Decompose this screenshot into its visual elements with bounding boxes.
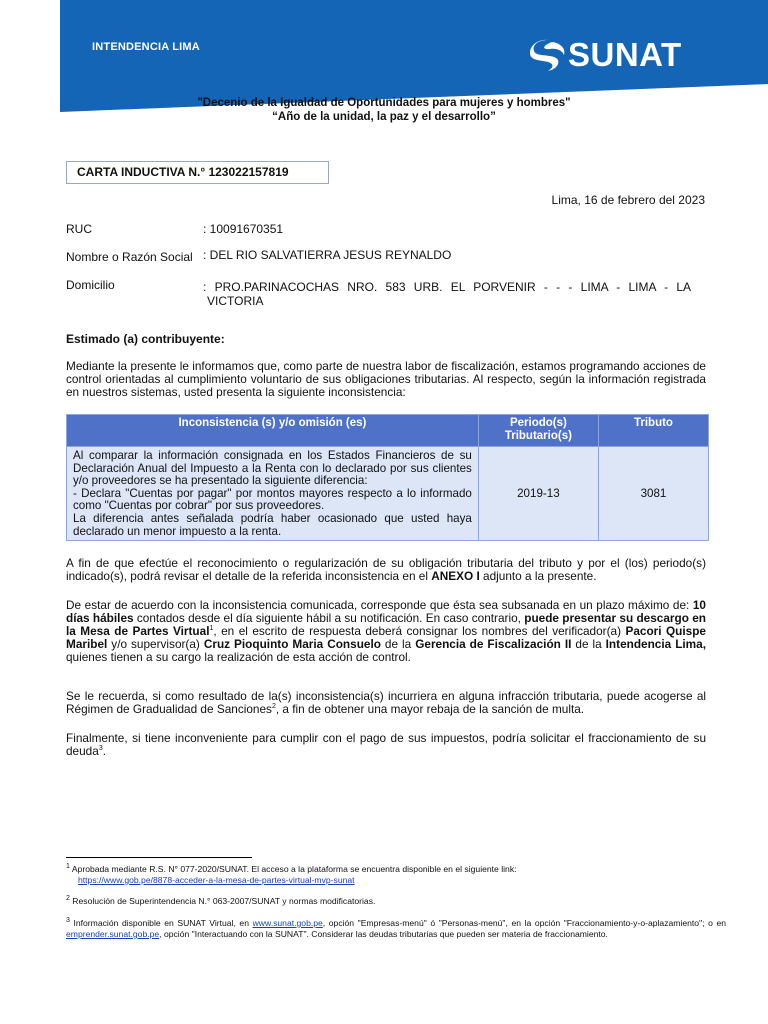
intro-paragraph: Mediante la presente le informamos que, como parte de nuestra labor de fiscalización, estamos programando acciones de control orientadas al cumplimiento voluntario de sus obligaciones tributarias. Al respecto, según la información registrada en nuestros sistemas, usted presenta la siguiente inconsistencia: bbox=[66, 359, 706, 399]
cell-tributo: 3081 bbox=[598, 447, 708, 541]
motto-line-1: "Decenio de la Igualdad de Oportunidades para mujeres y hombres" bbox=[197, 97, 571, 109]
paragraph-plazo bbox=[66, 599, 706, 664]
plazo-text-6: de la bbox=[571, 637, 606, 651]
footnote-2 bbox=[66, 896, 726, 907]
domicilio-label: Domicilio bbox=[66, 278, 115, 292]
ruc-label: RUC bbox=[66, 222, 92, 236]
gradualidad-text-2: , a fin de obtener una mayor rebaja de la sanción de multa. bbox=[275, 702, 585, 716]
verificador-name: Pacori Quispe Maribel bbox=[66, 624, 706, 651]
gradualidad-text-1: Se le recuerda, si como resultado de la(s) inconsistencia(s) incurriera en alguna infracción tributaria, puede acogerse al Régimen de Gradualidad de Sanciones bbox=[66, 689, 706, 716]
footnote-2-text: Resolución de Superintendencia N.° 063-2007/SUNAT y normas modificatorias. bbox=[69, 896, 376, 906]
supervisor-name: Cruz Pioquinto Maria Consuelo bbox=[203, 637, 381, 651]
footnote-1-number: 1 bbox=[66, 863, 70, 871]
cell-description bbox=[67, 447, 479, 541]
paragraph-fraccionamiento bbox=[66, 732, 706, 758]
footnote-3-text-c: , opción "Interactuando con la SUNAT". Considerar las deudas tributarias que pueden ser materia de fraccionamiento. bbox=[159, 929, 608, 939]
intendencia-name: Intendencia Lima, bbox=[605, 637, 707, 651]
footnote-1-text: Aprobada mediante R.S. N° 077-2020/SUNAT. El acceso a la plataforma se encuentra disponible en el siguiente link: bbox=[69, 864, 517, 874]
description-line-1: Al comparar la información consignada en los Estados Financieros de su Declaración Anual del Impuesto a la Renta con lo declarado por sus clientes y/o proveedores se ha presentado la siguiente diferencia: bbox=[73, 449, 472, 488]
mesa-partes-link[interactable]: https://www.gob.pe/8878-acceder-a-la-mesa-de-partes-virtual-mvp-sunat bbox=[78, 875, 355, 885]
column-header-periodo: Periodo(s) Tributario(s) bbox=[478, 415, 598, 447]
footnote-1 bbox=[66, 864, 726, 886]
letter-date: Lima, 16 de febrero del 2023 bbox=[551, 193, 705, 207]
motto-line-2: “Año de la unidad, la paz y el desarrollo” bbox=[272, 111, 496, 123]
sunat-logo-text: SUNAT bbox=[568, 36, 682, 73]
fraccionamiento-text-2: . bbox=[102, 744, 106, 758]
plazo-text-5: de la bbox=[380, 637, 416, 651]
plazo-text-3: , en el escrito de respuesta deberá consignar los nombres del verificador(a) bbox=[213, 624, 626, 638]
plazo-text-7: quienes tienen a su cargo la realización de esta acción de control. bbox=[66, 650, 411, 664]
table-header-row bbox=[67, 415, 709, 447]
nombre-label: Nombre o Razón Social bbox=[66, 250, 193, 264]
description-line-3: La diferencia antes señalada podría haber ocasionado que usted haya declarado un menor impuesto a la renta. bbox=[73, 511, 472, 538]
carta-title: CARTA INDUCTIVA N.° 123022157819 bbox=[77, 165, 289, 179]
domicilio-value-line-2: VICTORIA bbox=[207, 294, 264, 308]
column-header-tributo: Tributo bbox=[598, 415, 708, 447]
footnote-3-text-a: Información disponible en SUNAT Virtual, en bbox=[69, 918, 253, 928]
table-row bbox=[67, 447, 709, 541]
paragraph-anexo-text-b: adjunto a la presente. bbox=[479, 569, 597, 583]
sunat-logo-icon bbox=[528, 37, 568, 75]
mesa-partes-reference: puede presentar su descargo en la Mesa de Partes Virtual bbox=[66, 611, 706, 638]
ruc-value: : 10091670351 bbox=[203, 222, 284, 236]
gerencia-name: Gerencia de Fiscalización II bbox=[415, 637, 572, 651]
footnote-3-number: 3 bbox=[66, 917, 70, 925]
description-line-2: - Declara "Cuentas por pagar" por montos mayores respecto a lo informado como "Cuentas por cobrar" por sus proveedores. bbox=[73, 486, 472, 513]
paragraph-anexo bbox=[66, 557, 706, 583]
fraccionamiento-text-1: Finalmente, si tiene inconveniente para cumplir con el pago de sus impuestos, podría solicitar el fraccionamiento de su deuda bbox=[66, 731, 706, 758]
anexo-reference: ANEXO I bbox=[431, 569, 480, 583]
footnote-divider bbox=[66, 857, 252, 858]
column-header-inconsistencia: Inconsistencia (s) y/o omisión (es) bbox=[67, 415, 479, 447]
footnote-3 bbox=[66, 918, 726, 940]
plazo-text-1: De estar de acuerdo con la inconsistencia comunicada, corresponde que ésta sea subsanada en un plazo máximo de: bbox=[66, 598, 693, 612]
footnote-3-text-b: , opción "Empresas-menú" ó "Personas-menú", en la opción "Fraccionamiento-y-o-aplazamiento"; o en bbox=[322, 918, 727, 928]
nombre-value: : DEL RIO SALVATIERRA JESUS REYNALDO bbox=[203, 248, 452, 262]
paragraph-anexo-text-a: A fin de que efectúe el reconocimiento o regularización de su obligación tributaria del tributo y por el (los) periodo(s) indicado(s), podrá revisar el detalle de la referida inconsistencia en el bbox=[66, 556, 706, 583]
footnote-2-number: 2 bbox=[66, 895, 70, 903]
header-unit-label: INTENDENCIA LIMA bbox=[92, 41, 200, 53]
paragraph-gradualidad bbox=[66, 690, 706, 716]
footnote-ref-1: 1 bbox=[209, 625, 214, 633]
footnote-ref-3: 3 bbox=[98, 745, 103, 753]
cell-periodo: 2019-13 bbox=[478, 447, 598, 541]
plazo-text-2: contados desde el día siguiente hábil a su notificación. En caso contrario, bbox=[133, 611, 525, 625]
inconsistency-table bbox=[66, 414, 709, 541]
greeting: Estimado (a) contribuyente: bbox=[66, 332, 225, 346]
plazo-text-4: y/o supervisor(a) bbox=[107, 637, 204, 651]
footnote-ref-2: 2 bbox=[271, 703, 276, 711]
sunat-link[interactable]: www.sunat.gob.pe bbox=[252, 918, 323, 928]
plazo-days: 10 días hábiles bbox=[66, 598, 706, 625]
domicilio-value-line-1: : PRO.PARINACOCHAS NRO. 583 URB. EL PORVENIR - - - LIMA - LIMA - LA bbox=[203, 280, 691, 294]
emprender-link[interactable]: emprender.sunat.gob.pe bbox=[66, 929, 160, 939]
